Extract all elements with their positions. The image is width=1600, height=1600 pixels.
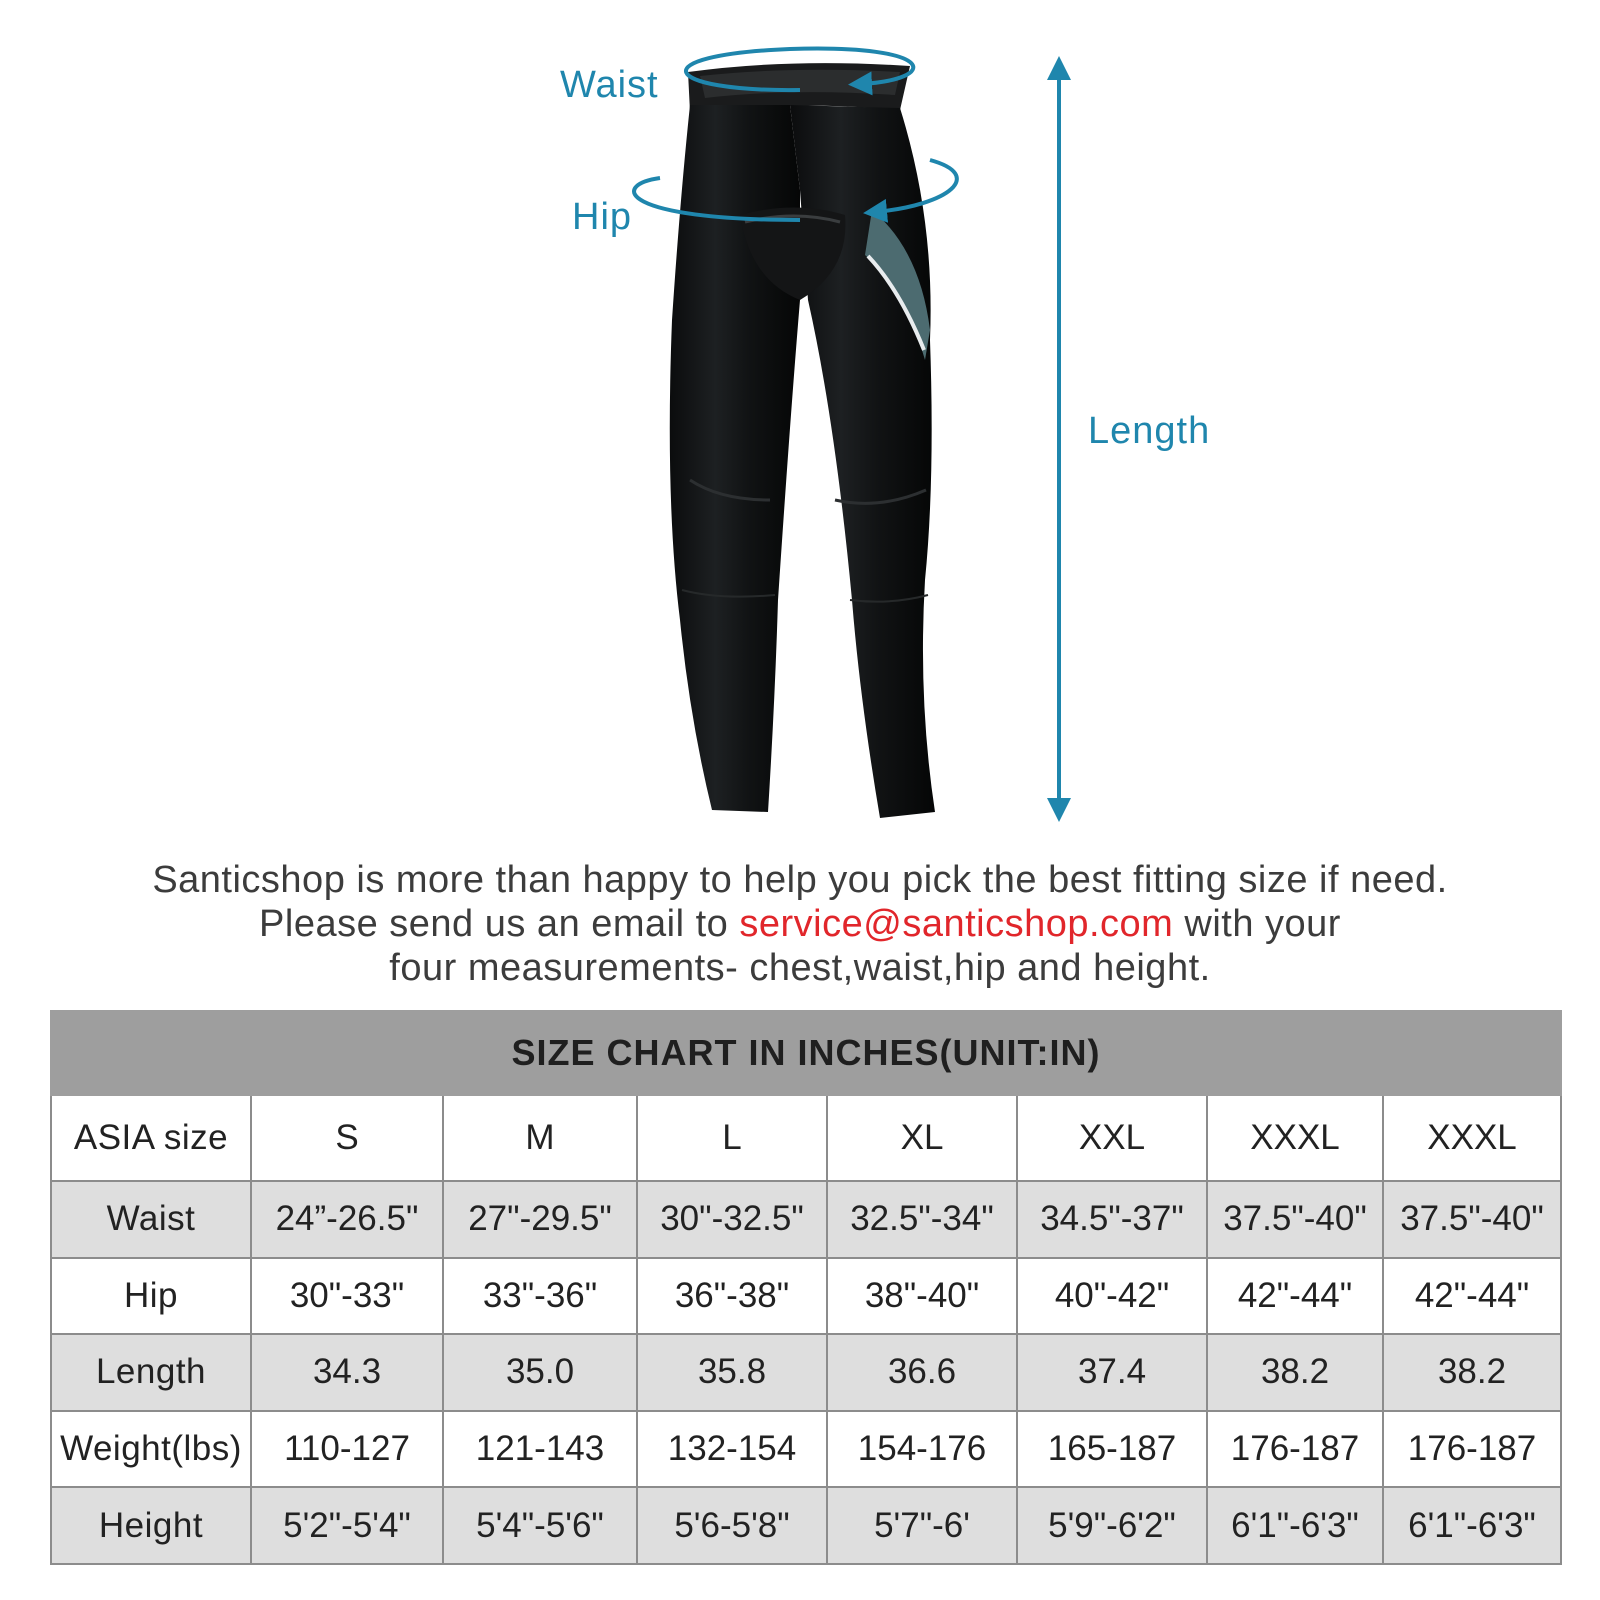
row-label: Height <box>51 1487 251 1564</box>
row-label: Waist <box>51 1181 251 1258</box>
table-cell: 121-143 <box>443 1411 637 1488</box>
help-message <box>0 858 1600 990</box>
table-cell: 36.6 <box>827 1334 1017 1411</box>
table-cell: 38.2 <box>1207 1334 1383 1411</box>
table-cell: 34.3 <box>251 1334 443 1411</box>
table-cell: 110-127 <box>251 1411 443 1488</box>
help-message-line-2 <box>0 902 1600 946</box>
row-label: Weight(lbs) <box>51 1411 251 1488</box>
table-cell: 154-176 <box>827 1411 1017 1488</box>
waist-label: Waist <box>560 64 659 106</box>
table-row-waist <box>51 1181 1561 1258</box>
table-cell: 35.0 <box>443 1334 637 1411</box>
table-row-hip <box>51 1258 1561 1335</box>
size-chart-header-row <box>51 1095 1561 1181</box>
table-cell: 36"-38" <box>637 1258 827 1335</box>
table-cell: 5'7"-6' <box>827 1487 1017 1564</box>
help-message-line-1: Santicshop is more than happy to help you pick the best fitting size if need. <box>152 859 1448 901</box>
table-cell: 35.8 <box>637 1334 827 1411</box>
table-cell: 37.5"-40" <box>1383 1181 1561 1258</box>
row-label: Hip <box>51 1258 251 1335</box>
header-cell: XXXL <box>1207 1095 1383 1181</box>
header-cell: XL <box>827 1095 1017 1181</box>
table-row-length <box>51 1334 1561 1411</box>
table-cell: 24”-26.5" <box>251 1181 443 1258</box>
size-chart-title: SIZE CHART IN INCHES(UNIT:IN) <box>51 1011 1561 1095</box>
header-cell: M <box>443 1095 637 1181</box>
table-cell: 27"-29.5" <box>443 1181 637 1258</box>
support-email-link[interactable]: service@santicshop.com <box>739 903 1174 945</box>
table-cell: 165-187 <box>1017 1411 1207 1488</box>
table-cell: 176-187 <box>1383 1411 1561 1488</box>
help-message-line-2-suffix: with your <box>1173 903 1341 945</box>
table-cell: 5'6-5'8" <box>637 1487 827 1564</box>
table-cell: 38.2 <box>1383 1334 1561 1411</box>
table-cell: 38"-40" <box>827 1258 1017 1335</box>
table-cell: 37.4 <box>1017 1334 1207 1411</box>
header-cell: L <box>637 1095 827 1181</box>
table-cell: 132-154 <box>637 1411 827 1488</box>
table-cell: 33"-36" <box>443 1258 637 1335</box>
table-cell: 37.5"-40" <box>1207 1181 1383 1258</box>
table-cell: 40"-42" <box>1017 1258 1207 1335</box>
header-cell: S <box>251 1095 443 1181</box>
help-message-line-2-prefix: Please send us an email to <box>259 903 740 945</box>
table-row-height <box>51 1487 1561 1564</box>
table-cell: 176-187 <box>1207 1411 1383 1488</box>
table-cell: 5'4"-5'6" <box>443 1487 637 1564</box>
header-cell: ASIA size <box>51 1095 251 1181</box>
help-message-line-3: four measurements- chest,waist,hip and height. <box>389 947 1211 989</box>
cycling-pants-illustration <box>670 63 935 818</box>
hip-label: Hip <box>572 196 633 238</box>
table-cell: 5'9"-6'2" <box>1017 1487 1207 1564</box>
length-label: Length <box>1088 410 1211 452</box>
table-cell: 30"-33" <box>251 1258 443 1335</box>
table-cell: 32.5"-34" <box>827 1181 1017 1258</box>
table-cell: 5'2"-5'4" <box>251 1487 443 1564</box>
table-cell: 6'1"-6'3" <box>1207 1487 1383 1564</box>
header-cell: XXXL <box>1383 1095 1561 1181</box>
table-cell: 42"-44" <box>1383 1258 1561 1335</box>
row-label: Length <box>51 1334 251 1411</box>
table-cell: 34.5"-37" <box>1017 1181 1207 1258</box>
table-cell: 30"-32.5" <box>637 1181 827 1258</box>
table-cell: 42"-44" <box>1207 1258 1383 1335</box>
table-cell: 6'1"-6'3" <box>1383 1487 1561 1564</box>
table-row-weight <box>51 1411 1561 1488</box>
header-cell: XXL <box>1017 1095 1207 1181</box>
size-chart-table <box>50 1010 1562 1565</box>
